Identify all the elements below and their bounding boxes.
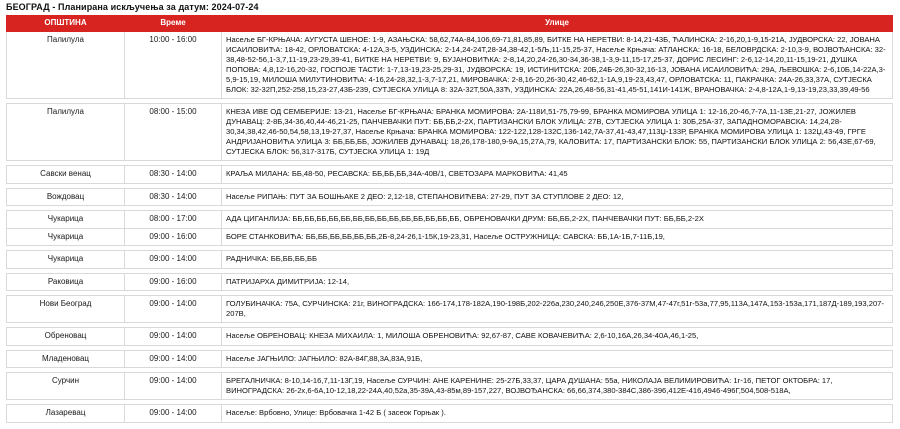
cell-time: 09:00 - 16:00 <box>125 228 222 246</box>
cell-municipality: Чукарица <box>7 251 125 269</box>
outage-table <box>6 15 893 423</box>
cell-streets: ПАТРИЈАРХА ДИМИТРИЈА: 12-14, <box>222 273 893 291</box>
cell-streets: Насеље ОБРЕНОВАЦ: КНЕЗА МИХАИЛА: 1, МИЛОША ОБРЕНОВИЋА: 92,67-87, САВЕ КОВАЧЕВИЋА: 2,6-10,16А,26,34-40А,46,1-25, <box>222 328 893 346</box>
cell-municipality: Чукарица <box>7 211 125 229</box>
cell-streets: Насеље РИПАЊ: ПУТ ЗА БОШЊАКЕ 2 ДЕО: 2,12-18, СТЕПАНОВИЋЕВА: 27-29, ПУТ ЗА СТУПЛОВЕ 2 ДЕО: 12, <box>222 188 893 206</box>
cell-streets: КНЕЗА ИВЕ ОД СЕМБЕРИЈЕ: 13-21, Насеље БГ-КРЊАЧА: БРАНКА МОМИРОВА: 2А-118И,51-75,79-99, БРАНКА МОМИРОВА УЛИЦА 1: 12-16,20-46,7-7А,11-13Е,21-27, ЈОЖИЛЕВ ДУНАВАЦ: 2-8Б,34-36,40,44-46,21-25, ПАНЧЕВАЧКИ ПУТ: ББ,ББ,2-2Х, ПАРТИЗАНСКИ БЛОК УЛИЦА: 27В, СУТЈЕСКА УЛИЦА 1: 30Б,25А-37, ЗАПАДНОМОРАВСКА: 14,24,28-30,34,38,42,46-50,54,58,13,19-27,37, Насеље Крњача: БРАНКА МОМИРОВА: 122-122,128-132С,136-142,7А-37,41-43,47,113Џ-133Р, БРАНКА МОМИРОВА УЛИЦА 1: 132Џ,43-49, ГРГЕ АНДРИЈАНОВИЋА УЛИЦА 3: ББ,ББ,ББ, ЈОЖИЛЕВ ДУНАВАЦ: 18,26,178-180,9-9А,15,27А,79, КАЛОВИТА: 17, ПАРТИЗАНСКИ БЛОК: 55, ПАРТИЗАНСКИ БЛОК УЛИЦА 2: 56,43Е,67-69, СУТЈЕСКА БЛОК: 56,317-317Б, СУТЈЕСКА УЛИЦА 1: 19Д <box>222 103 893 160</box>
cell-municipality: Младеновац <box>7 350 125 368</box>
cell-streets: КРАЉА МИЛАНА: ББ,48-50, РЕСАВСКА: ББ,ББ,ББ,34А-40В/1, СВЕТОЗАРА МАРКОВИЋА: 41,45 <box>222 165 893 183</box>
table-row <box>7 188 893 206</box>
cell-time: 08:30 - 14:00 <box>125 165 222 183</box>
cell-municipality: Нови Београд <box>7 296 125 323</box>
cell-municipality: Чукарица <box>7 228 125 246</box>
column-header-streets: Улице <box>222 16 893 32</box>
cell-time: 08:00 - 17:00 <box>125 211 222 229</box>
cell-time: 08:00 - 15:00 <box>125 103 222 160</box>
cell-streets: Насеље: Врбовно, Улице: Врбовачка 1-42 Б ( засеок Горњак ). <box>222 405 893 423</box>
cell-municipality: Раковица <box>7 273 125 291</box>
table-body <box>7 31 893 422</box>
cell-municipality: Обреновац <box>7 328 125 346</box>
table-row <box>7 350 893 368</box>
table-row <box>7 296 893 323</box>
cell-time: 08:30 - 14:00 <box>125 188 222 206</box>
cell-time: 09:00 - 16:00 <box>125 273 222 291</box>
table-header-row <box>7 16 893 32</box>
table-header <box>7 16 893 32</box>
cell-time: 10:00 - 16:00 <box>125 31 222 98</box>
cell-municipality: Сурчин <box>7 373 125 400</box>
column-header-time: Време <box>125 16 222 32</box>
table-row <box>7 31 893 98</box>
cell-time: 09:00 - 14:00 <box>125 350 222 368</box>
table-row <box>7 273 893 291</box>
table-row <box>7 373 893 400</box>
table-row <box>7 228 893 246</box>
cell-streets: Насеље ЈАГЊИЛО: ЈАГЊИЛО: 82А-84Г,88,3А,83А,91Б, <box>222 350 893 368</box>
cell-streets: БОРЕ СТАНКОВИЋА: ББ,ББ,ББ,ББ,ББ,ББ,2Б-8,24-26,1-15К,19-23,31, Насеље ОСТРУЖНИЦА: САВСКА: ББ,1А-1Б,7-11Б,19, <box>222 228 893 246</box>
table-row <box>7 165 893 183</box>
cell-time: 09:00 - 14:00 <box>125 405 222 423</box>
table-row <box>7 251 893 269</box>
cell-time: 09:00 - 14:00 <box>125 296 222 323</box>
cell-time: 09:00 - 14:00 <box>125 373 222 400</box>
table-row <box>7 103 893 160</box>
page-title: БЕОГРАД - Планирана искључења за датум: 2024-07-24 <box>6 2 259 12</box>
cell-time: 09:00 - 14:00 <box>125 328 222 346</box>
cell-municipality: Лазаревац <box>7 405 125 423</box>
cell-municipality: Палилула <box>7 103 125 160</box>
cell-streets: Насеље БГ-КРЊАЧА: АУГУСТА ШЕНОЕ: 1-9, АЗАЊСКА: 58,62,74А-84,106,69-71,81,85,89, БИТКЕ НА НЕРЕТВИ: 8-14,21-43Б, ЋАЛИНСКА: 2-16,20,1-9,15-21А, ЈУДВОРСКА: 22, ЈОВАНА ИСАИЛОВИЋА: 18-42, ОРЛОВАТСКА: 4-12А,3-5, УЗДИНСКА: 2-14,24-24Т,28-34,38-42,1-5Љ,11-15,25-37, Насеље Крњача: АТЛАНСКА: 16-18, БЕЛОВРДСКА: 2-10,3-9, ВОЈВОЂАНСКА: 32-38,48-52-56,1-3,7,11-19,23-29,39-41, БИТКЕ НА НЕРЕТВИ: 9, БУЈАНОВИЋКА: 2-8,14,20,24-26,30-34,36-38,1-3,9-11,15-17,25-37, ДОРИС ЛЕСИНГ: 2-6,12-14,20,11-15,19-21, ДУШКА ПОПОВА: 4,8,12-16,20-32, ГОСПОЈЕ ТАСТИ: 1-7,13-19,23-25,29-31, ЈУДВОРСКА: 19, ИСТИНИТСКА: 20Б,24Б-26,30-32,16-13, ЈОВАНА ИСАИЛОВИЋА: 29А, ЉЕВОШКА: 2-6,10Б,14-22А,3-5,9-15,19, МИЛОША МИЛУТИНОВИЋА: 4-16,24-28,32,1-3,7-17,21, МИРОВАЧКА: 2-8,16-20,26-30,42,46-62,1-1А,9,19-23,43,47, ОРЛОВАТСКА: 11, ПАКРАЧКА: 24А-26,33,37А, СУТЈЕСКА БЛОК: 32-32П,252-258,15,23-27,43Б-239, СУТЈЕСКА УЛИЦА 8: 32А-32Т,50А,33Ћ, УЗДИНСКА: 22А,26,48-56,31-41,45-51,141И-141Ж, ВРАНОВАЧКА: 2-4,8-12А,1-9,13-19,23,33,39,49-56 <box>222 31 893 98</box>
cell-streets: АДА ЦИГАНЛИЈА: ББ,ББ,ББ,ББ,ББ,ББ,ББ,ББ,ББ,ББ,ББ,ББ,ББ,ББ, ОБРЕНОВАЧКИ ДРУМ: ББ,ББ,2-2Х, ПАНЧЕВАЧКИ ПУТ: ББ,ББ,2-2Х <box>222 211 893 229</box>
table-row <box>7 211 893 229</box>
table-row <box>7 328 893 346</box>
cell-municipality: Вождовац <box>7 188 125 206</box>
cell-streets: БРЕГАЛНИЧКА: 8-10,14-16,7,11-13Г,19, Насеље СУРЧИН: АНЕ КАРЕНИНЕ: 25-27Б,33,37, ЦАРА ДУШАНА: 55а, НИКОЛАЈА ВЕЛИМИРОВИЋА: 1г-16, ПЕТОГ ОКТОБРА: 17, ВИНОГРАДСКА: 26-2х,6-6А,10-12,18,22-24А,40,52а,35-39А,43-85м,89-157,227, ВОЈВОЂАНСКА: 66,66,374,380-384С,386-396,412Е-416,4946-496Г,504,508-518А, <box>222 373 893 400</box>
table-row <box>7 405 893 423</box>
cell-streets: РАДНИЧКА: ББ,ББ,ББ,ББ <box>222 251 893 269</box>
cell-streets: ГОЛУБИНАЧКА: 75А, СУРЧИНСКА: 21г, ВИНОГРАДСКА: 166-174,178-182А,190-198Б,202-226а,230,240,246,250Е,376-37М,47-47г,51г-53а,77,95,113А,147А,153-153а,171,187Д-189,193,207-207В, <box>222 296 893 323</box>
cell-time: 09:00 - 14:00 <box>125 251 222 269</box>
cell-municipality: Палилула <box>7 31 125 98</box>
cell-municipality: Савски венац <box>7 165 125 183</box>
column-header-municipality: ОПШТИНА <box>7 16 125 32</box>
